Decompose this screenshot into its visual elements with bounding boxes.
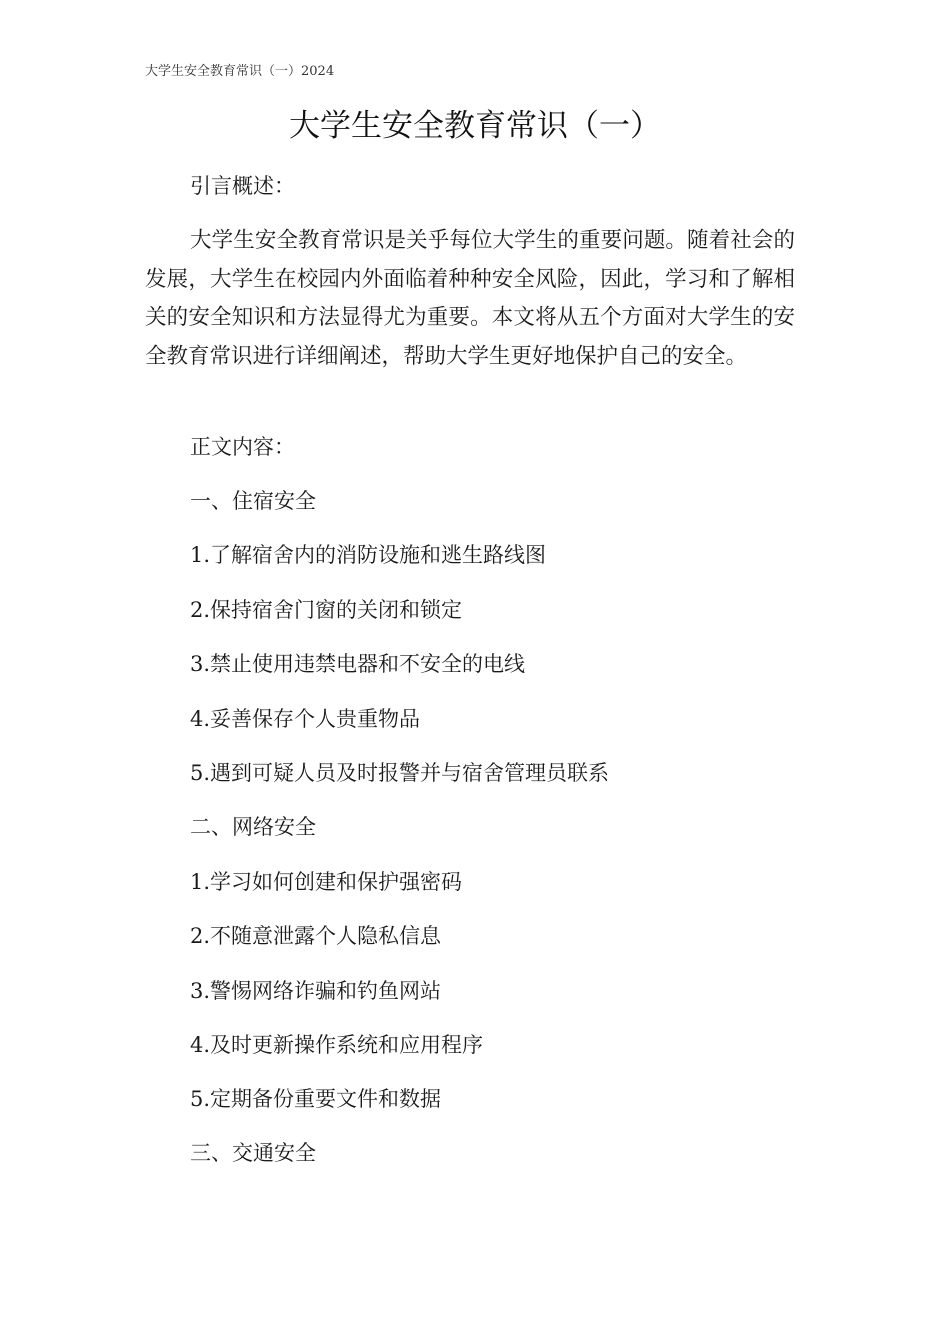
section-heading-traffic: 三、交通安全 [190, 1141, 316, 1165]
list-item: 1.学习如何创建和保护强密码 [190, 870, 463, 894]
section-heading-network: 二、网络安全 [190, 815, 316, 839]
body-heading: 正文内容： [190, 435, 295, 459]
list-item: 3.警惕网络诈骗和钓鱼网站 [190, 979, 442, 1003]
list-item: 5.遇到可疑人员及时报警并与宿舍管理员联系 [190, 761, 610, 785]
list-item: 4.及时更新操作系统和应用程序 [190, 1033, 484, 1057]
running-header: 大学生安全教育常识（一）2024 [145, 64, 335, 79]
list-item: 5.定期备份重要文件和数据 [190, 1087, 442, 1111]
list-item: 1.了解宿舍内的消防设施和逃生路线图 [190, 543, 547, 567]
list-item: 2.不随意泄露个人隐私信息 [190, 924, 442, 948]
section-heading-accommodation: 一、住宿安全 [190, 489, 316, 513]
intro-heading: 引言概述： [190, 174, 295, 198]
document-title: 大学生安全教育常识（一） [289, 108, 661, 144]
intro-paragraph: 大学生安全教育常识是关乎每位大学生的重要问题。随着社会的发展，大学生在校园内外面临着种种安全风险，因此，学习和了解相关的安全知识和方法显得尤为重要。本文将从五个方面对大学生的安全教育常识进行详细阐述，帮助大学生更好地保护自己的安全。 [145, 228, 795, 369]
list-item: 2.保持宿舍门窗的关闭和锁定 [190, 598, 463, 622]
list-item: 4.妥善保存个人贵重物品 [190, 707, 421, 731]
list-item: 3.禁止使用违禁电器和不安全的电线 [190, 652, 526, 676]
